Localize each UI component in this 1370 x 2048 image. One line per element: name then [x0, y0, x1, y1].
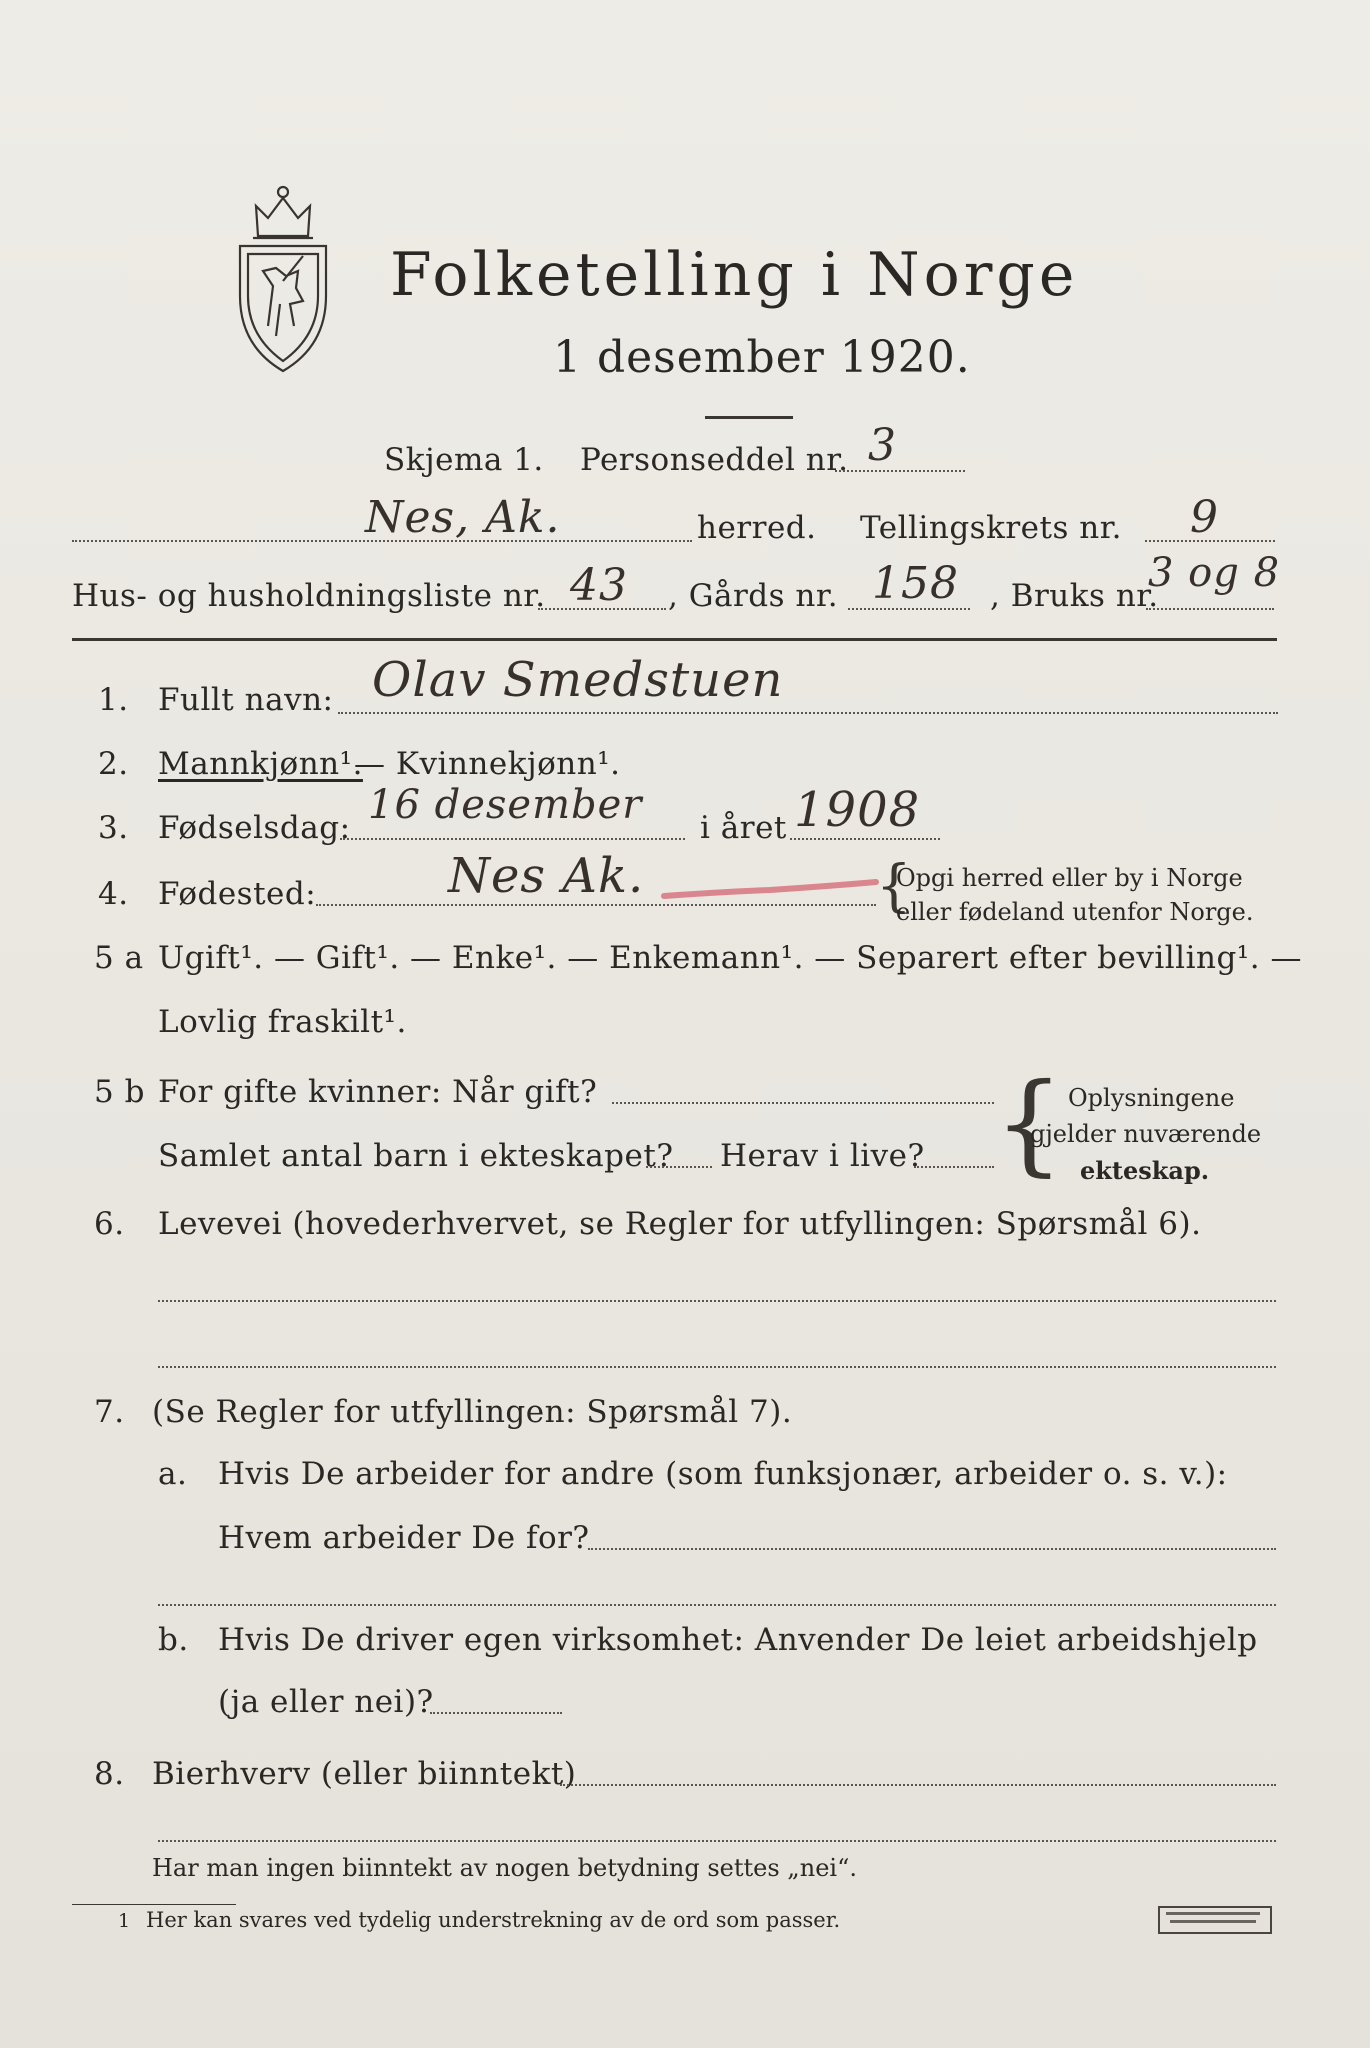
q5b-alive-label: Herav i live? [720, 1138, 925, 1174]
q8-answer-line[interactable] [560, 1784, 1276, 1786]
q7a-label: Hvis De arbeider for andre (som funksjonær, arbeider o. s. v.): [218, 1456, 1228, 1492]
q5b-married-line[interactable] [612, 1102, 994, 1104]
q4-birthplace-value[interactable]: Nes Ak. [448, 848, 645, 904]
q1-label: Fullt navn: [158, 682, 334, 718]
q5b-note-brace: { [994, 1059, 1064, 1187]
personseddel-value[interactable]: 3 [868, 420, 897, 471]
q3-birthday-line [340, 838, 685, 840]
q8-extra-line[interactable] [158, 1840, 1276, 1842]
q4-number: 4. [98, 876, 129, 912]
norway-coat-of-arms-icon [228, 176, 338, 376]
q4-note-line1: Opgi herred eller by i Norge [896, 864, 1243, 892]
q7a-extra-line[interactable] [158, 1604, 1276, 1606]
q4-label: Fødested: [158, 876, 317, 912]
census-date: 1 desember 1920. [553, 332, 971, 383]
q6-label: Levevei (hovederhvervet, se Regler for utfyllingen: Spørsmål 6). [158, 1206, 1202, 1242]
q5b-children-label: Samlet antal barn i ekteskapet? [158, 1138, 674, 1174]
q3-number: 3. [98, 810, 129, 846]
q3-year-label: i året [700, 810, 787, 846]
q4-note-line2: eller fødeland utenfor Norge. [896, 898, 1254, 926]
gards-value[interactable]: 158 [872, 558, 959, 609]
husliste-value[interactable]: 43 [570, 560, 628, 611]
q3-year-value[interactable]: 1908 [794, 782, 921, 838]
q1-line [338, 712, 1278, 714]
q4-line [316, 904, 876, 906]
q7b-yesno-line[interactable] [430, 1712, 562, 1714]
q7a-employer-line[interactable] [588, 1548, 1276, 1550]
tellingskrets-label: Tellingskrets nr. [860, 510, 1122, 546]
q2-male-option[interactable]: Mannkjønn¹. [158, 746, 363, 782]
q6-answer-line1[interactable] [158, 1300, 1276, 1302]
q4-note-brace: { [876, 854, 912, 919]
q5a-options[interactable]: Ugift¹. — Gift¹. — Enke¹. — Enkemann¹. — Separert efter bevilling¹. — [158, 940, 1302, 976]
q7b-letter: b. [158, 1622, 189, 1658]
personseddel-line [835, 470, 965, 472]
q3-label: Fødselsdag: [158, 810, 351, 846]
q1-number: 1. [98, 682, 129, 718]
q5b-note-line2: gjelder nuværende [1030, 1120, 1262, 1148]
q5b-note-line3: ekteskap. [1080, 1156, 1210, 1185]
q5a-options-cont[interactable]: Lovlig fraskilt¹. [158, 1004, 407, 1040]
title-divider [705, 416, 793, 419]
footnote-divider [72, 1904, 236, 1905]
q2-female-option[interactable]: — Kvinnekjønn¹. [354, 746, 621, 782]
q7b-yesno-label: (ja eller nei)? [218, 1684, 434, 1720]
bruks-label: , Bruks nr. [990, 578, 1159, 614]
footnote-mark: 1 [118, 1910, 131, 1932]
q5b-number: 5 b [94, 1074, 145, 1110]
bruks-value[interactable]: 3 og 8 [1148, 550, 1281, 596]
husliste-label: Hus- og husholdningsliste nr. [72, 578, 546, 614]
q7a-letter: a. [158, 1456, 188, 1492]
q1-full-name-value[interactable]: Olav Smedstuen [372, 652, 784, 708]
footnote-text: Her kan svares ved tydelig understrekning av de ord som passer. [146, 1908, 841, 1932]
gards-label: , Gårds nr. [668, 578, 839, 614]
q3-birthday-value[interactable]: 16 desember [368, 782, 643, 828]
q5b-note-line1: Oplysningene [1068, 1084, 1235, 1112]
q5b-children-line[interactable] [646, 1166, 712, 1168]
printer-stamp [1158, 1906, 1272, 1934]
q8-number: 8. [94, 1756, 125, 1792]
q6-answer-line2[interactable] [158, 1366, 1276, 1368]
red-pencil-mark-icon [660, 878, 880, 902]
q7-number: 7. [94, 1394, 125, 1430]
q8-label: Bierhverv (eller biinntekt) [152, 1756, 577, 1792]
q5a-number: 5 a [94, 940, 144, 976]
herred-label: herred. [697, 510, 817, 546]
header-separator [72, 638, 1277, 641]
q7b-label: Hvis De driver egen virksomhet: Anvender De leiet arbeidshjelp [218, 1622, 1258, 1658]
q2-number: 2. [98, 746, 129, 782]
q7-label: (Se Regler for utfyllingen: Spørsmål 7). [152, 1394, 793, 1430]
herred-value[interactable]: Nes, Ak. [365, 492, 561, 543]
skjema-label: Skjema 1. [384, 442, 544, 478]
q3-year-line [790, 838, 940, 840]
q6-number: 6. [94, 1206, 125, 1242]
tellingskrets-value[interactable]: 9 [1190, 492, 1219, 543]
q5b-married-label: For gifte kvinner: Når gift? [158, 1074, 598, 1110]
form-title: Folketelling i Norge [390, 240, 1079, 310]
q7a-employer-label: Hvem arbeider De for? [218, 1520, 590, 1556]
bruks-line [1146, 608, 1274, 610]
q5b-alive-line[interactable] [914, 1166, 994, 1168]
personseddel-label: Personseddel nr. [580, 442, 849, 478]
q8-note: Har man ingen biinntekt av nogen betydning settes „nei“. [152, 1854, 857, 1882]
